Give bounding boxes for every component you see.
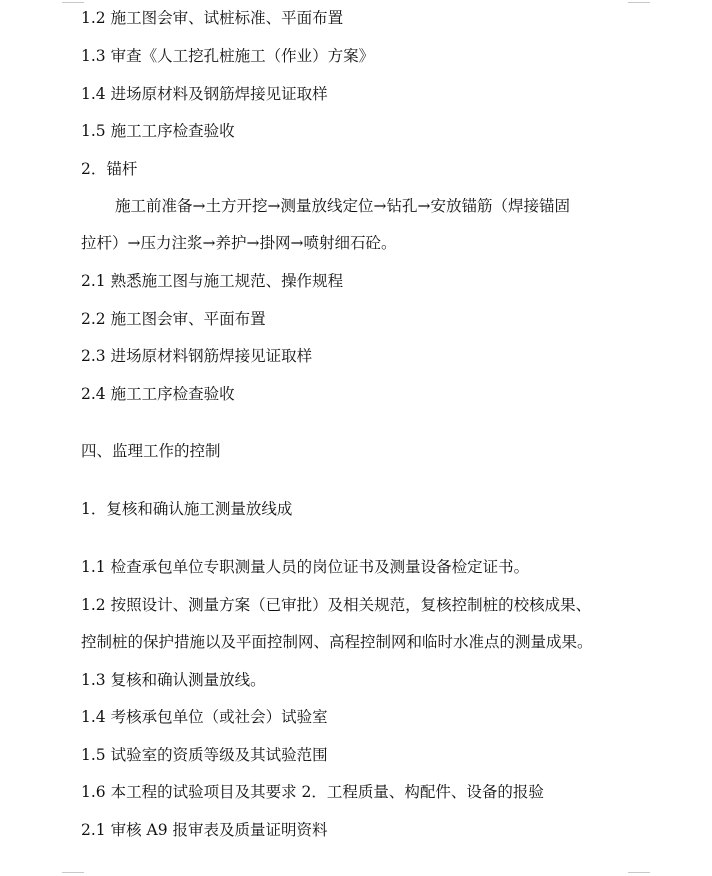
text-line: 1.5 试验室的资质等级及其试验范围	[81, 746, 328, 764]
text-line: 1.4 进场原材料及钢筋焊接见证取样	[81, 85, 328, 103]
page-corner-mark-bottom-left	[62, 872, 84, 873]
paragraph-line: 拉杆）→压力注浆→养护→掛网→喷射细石砼。	[81, 234, 397, 252]
text-line: 1.4 考核承包单位（或社会）试验室	[81, 708, 328, 726]
paragraph-line: 控制桩的保护措施以及平面控制网、高程控制网和临时水准点的测量成果。	[81, 633, 593, 651]
section-heading: 2．锚杆	[81, 160, 138, 178]
text-line: 1.3 审查《人工挖孔桩施工（作业）方案》	[81, 47, 375, 65]
text-line: 1.5 施工工序检查验收	[81, 122, 235, 140]
text-line: 1.3 复核和确认测量放线。	[81, 671, 266, 689]
text-line: 1.1 检查承包单位专职测量人员的岗位证书及测量设备检定证书。	[81, 558, 530, 576]
text-line: 1.6 本工程的试验项目及其要求 2．工程质量、构配件、设备的报验	[81, 783, 544, 801]
page-corner-mark-bottom-right	[628, 872, 650, 873]
text-line: 2.2 施工图会审、平面布置	[81, 310, 266, 328]
paragraph-line: 施工前准备→土方开挖→测量放线定位→钻孔→安放锚筋（焊接锚固	[115, 197, 570, 215]
page-corner-mark-top-left	[62, 2, 84, 3]
text-line: 1.2 施工图会审、试桩标准、平面布置	[81, 9, 344, 27]
text-line: 2.1 审核 A9 报审表及质量证明资料	[81, 821, 328, 839]
paragraph-line: 1.2 按照设计、测量方案（已审批）及相关规范，复核控制桩的校核成果、	[81, 596, 592, 614]
section-heading: 1．复核和确认施工测量放线成	[81, 500, 293, 518]
chapter-heading: 四、监理工作的控制	[81, 442, 221, 460]
text-line: 2.4 施工工序检查验收	[81, 385, 235, 403]
text-line: 2.1 熟悉施工图与施工规范、操作规程	[81, 272, 344, 290]
text-line: 2.3 进场原材料钢筋焊接见证取样	[81, 347, 313, 365]
page-corner-mark-top-right	[628, 2, 650, 3]
